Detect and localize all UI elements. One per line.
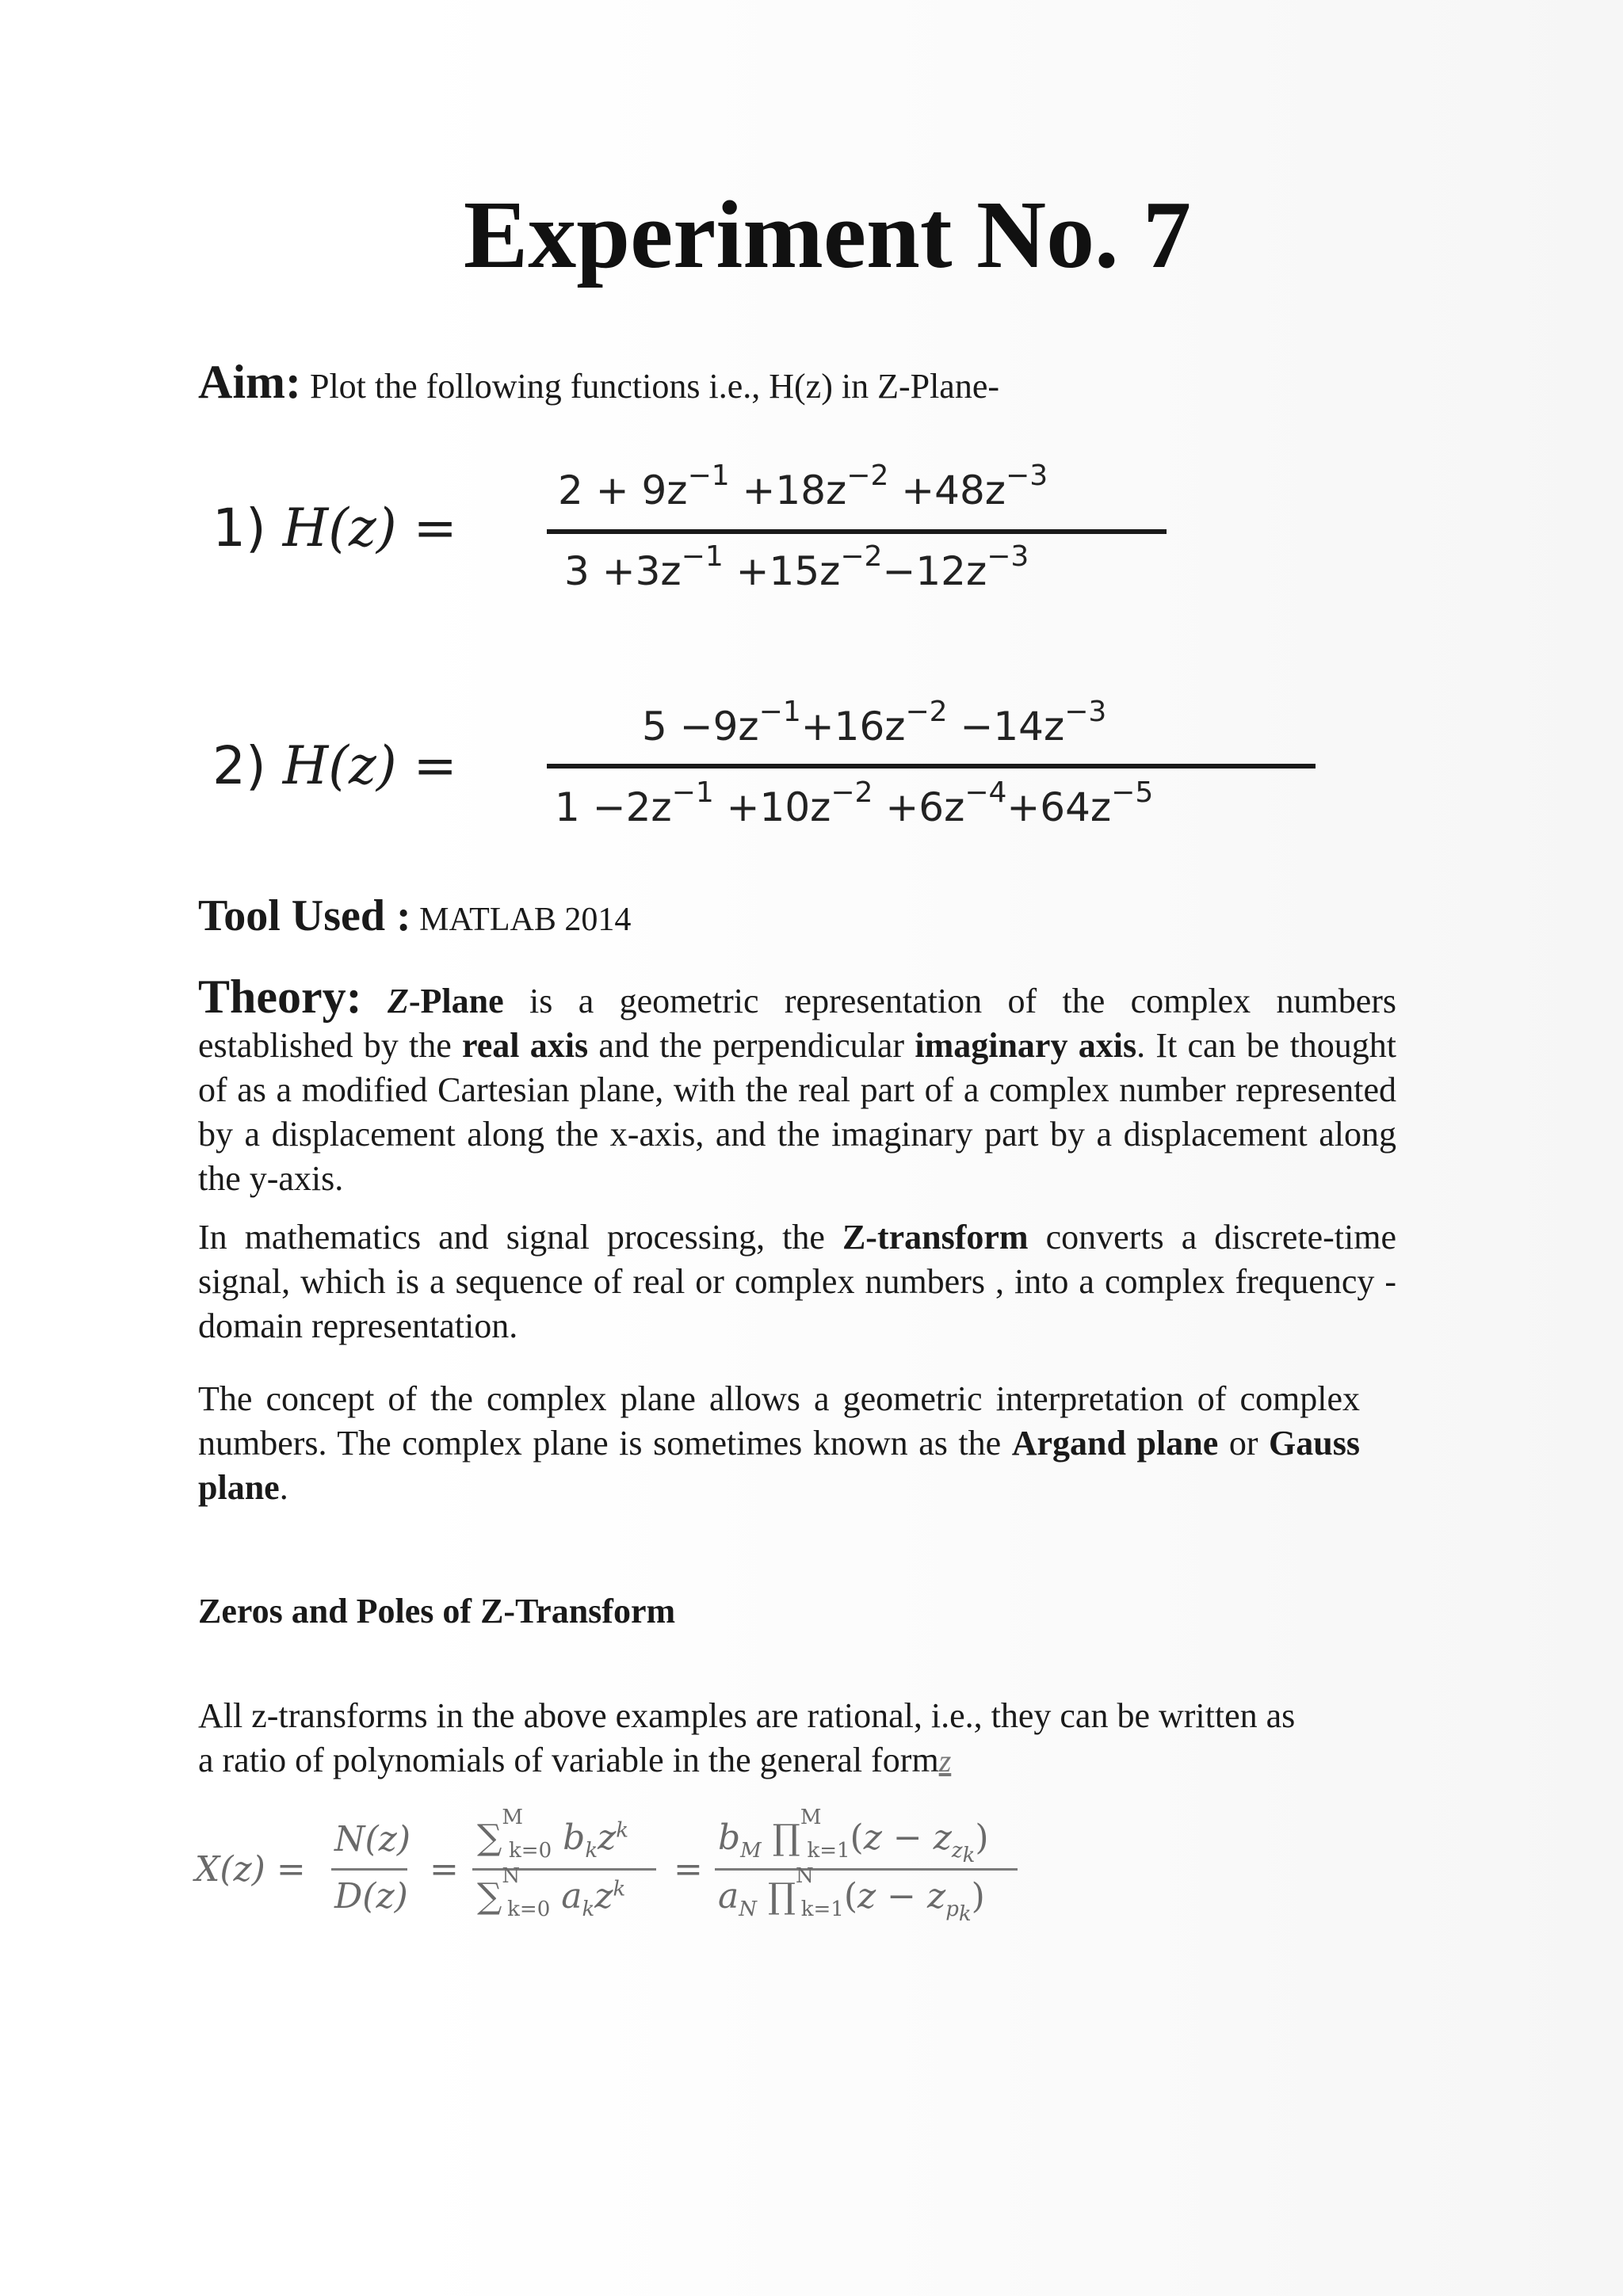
equation-1-label: 1) H(z) = <box>212 498 457 559</box>
equation-2-lhs: H(z) = <box>282 735 457 796</box>
numerator-exponent: −3 <box>1006 460 1048 492</box>
formula-bar-1 <box>331 1868 407 1871</box>
numerator-exponent: −2 <box>905 696 948 728</box>
formula-eq-2: = <box>674 1849 703 1890</box>
numerator-term: $+48z^{-3}$ <box>888 460 1048 513</box>
aim-text: Plot the following functions i.e., H(z) in Z-Plane- <box>309 367 1000 406</box>
formula-prod-numerator: $b_M$ ∏$^M_{k=1}$(z − $z_{z_k}$) <box>718 1806 989 1867</box>
denominator-term: $+10z^{-2}$ <box>713 776 873 830</box>
formula-d: D(z) <box>334 1876 408 1917</box>
page-title: Experiment No. 7 <box>463 181 1192 288</box>
formula-bar-2 <box>472 1868 656 1871</box>
theory-label: Theory: <box>198 971 362 1023</box>
zplane-term: Z <box>388 982 409 1020</box>
denominator-term: $+64z^{-5}$ <box>1006 776 1154 830</box>
complex-plane-paragraph: The concept of the complex plane allows a geometric interpretation of complex numbers. The complex plane is sometimes known as the Argand plane or Gauss plane. <box>198 1379 1360 1507</box>
zeros-poles-heading: Zeros and Poles of Z-Transform <box>198 1592 676 1630</box>
denominator-exponent: −2 <box>840 540 883 573</box>
numerator-term: $2 + 9z^{-1}$ <box>558 460 730 513</box>
general-form-formula <box>195 1806 1035 1936</box>
formula-prod-denominator: $a_N$ ∏$^N_{k=1}$(z − $z_{p_k}$) <box>718 1864 985 1926</box>
variable-z: z <box>938 1743 952 1779</box>
aim-label: Aim: <box>198 356 301 408</box>
tool-value: MATLAB 2014 <box>419 902 632 938</box>
denominator-exponent: −2 <box>831 776 873 809</box>
numerator-exponent: −1 <box>687 460 730 492</box>
denominator-term: $1 -2z^{-1}$ <box>555 776 714 830</box>
tool-label: Tool Used : <box>198 891 411 940</box>
ztransform-paragraph: In mathematics and signal processing, the Z-transform converts a discrete-time signal, which is a sequence of real or complex numbers , into a complex frequency - domain representation. <box>198 1218 1396 1345</box>
denominator-exponent: −1 <box>671 776 714 809</box>
numerator-term: $+16z^{-2}$ <box>800 696 948 749</box>
denominator-exponent: −1 <box>681 540 724 573</box>
denominator-term: $-12z^{-3}$ <box>882 540 1029 594</box>
theory-paragraph: Theory: Z-Plane is a geometric representation of the complex numbers established by the real axis and the perpendicular imaginary axis. It can be thought of as a modified Cartesian plane, with the real part of a complex number represented by a displacement along the x-axis, and the imaginary part by a displacement along the y-axis. <box>198 971 1397 1198</box>
equation-2-numerator <box>642 696 1107 749</box>
formula-eq-1: = <box>430 1849 459 1890</box>
denominator-exponent: −5 <box>1111 776 1154 809</box>
formula-sum-numerator: ∑$^M_{k=0}$ $b_kz^k$ <box>477 1806 629 1863</box>
tool-used-line <box>198 891 631 941</box>
equation-2-fraction-bar <box>547 764 1316 769</box>
aim-line <box>198 355 999 410</box>
numerator-term: $5 -9z^{-1}$ <box>642 696 801 749</box>
numerator-term: $-14z^{-3}$ <box>947 696 1107 749</box>
formula-n: N(z) <box>334 1819 411 1859</box>
formula-bar-3 <box>715 1868 1018 1871</box>
equation-1-denominator <box>564 540 1029 594</box>
equation-1-lhs: H(z) = <box>282 498 457 559</box>
denominator-exponent: −3 <box>987 540 1029 573</box>
denominator-term: $+15z^{-2}$ <box>723 540 883 594</box>
formula-lhs: X(z) = <box>195 1849 306 1890</box>
numerator-term: $+18z^{-2}$ <box>729 460 889 513</box>
numerator-exponent: −2 <box>846 460 889 492</box>
equation-1-numerator <box>558 460 1048 513</box>
equation-2-label: 2) H(z) = <box>212 735 457 796</box>
rational-paragraph: All z-transforms in the above examples are rational, i.e., they can be written as a ratio of polynomials of variable in the general formz <box>198 1696 1296 1779</box>
equation-2-denominator <box>555 776 1154 830</box>
denominator-exponent: −4 <box>964 776 1007 809</box>
equation-1-fraction-bar <box>547 529 1167 534</box>
formula-sum-denominator: ∑$^N_{k=0}$ $a_kz^k$ <box>477 1864 626 1921</box>
zplane-term-rest: -Plane <box>408 982 504 1020</box>
denominator-term: $3 +3z^{-1}$ <box>564 540 724 594</box>
numerator-exponent: −1 <box>758 696 801 728</box>
denominator-term: $+6z^{-4}$ <box>873 776 1007 830</box>
numerator-exponent: −3 <box>1064 696 1107 728</box>
